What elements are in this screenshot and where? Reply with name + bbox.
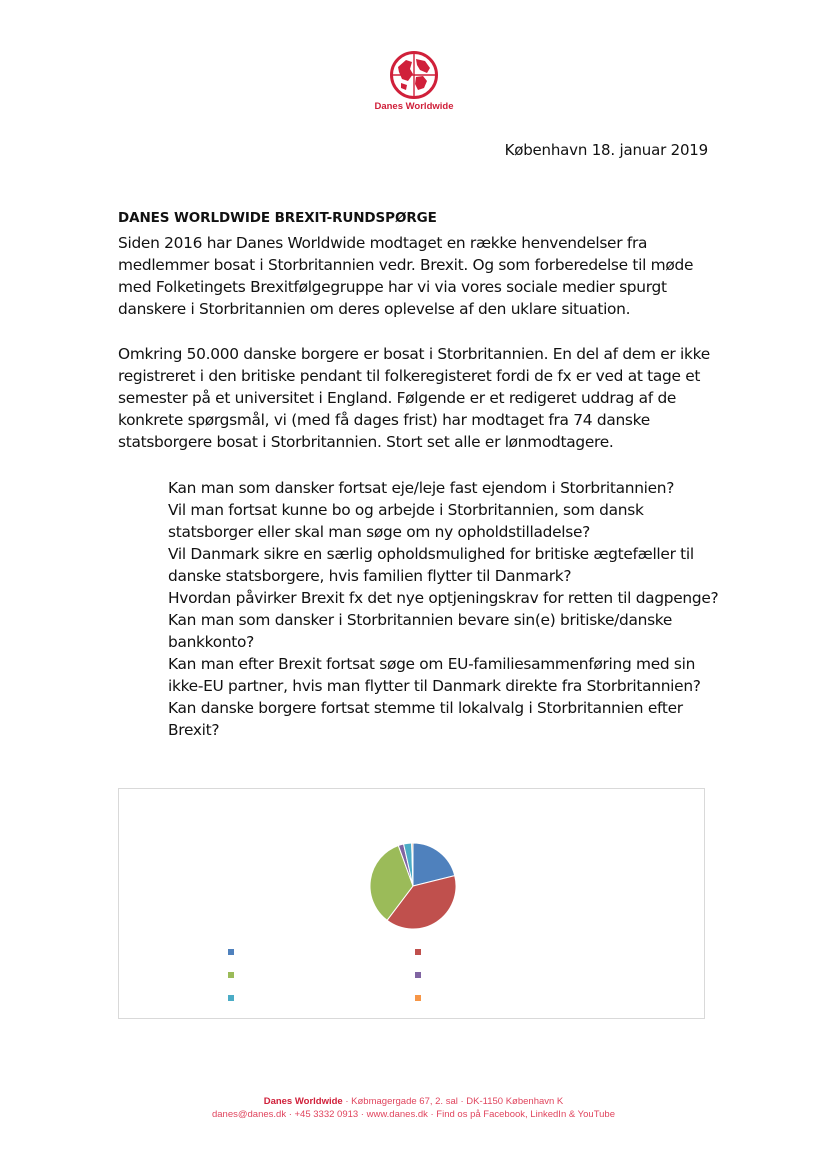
question-item: Kan man som dansker fortsat eje/leje fast ejendom i Storbritannien? [168, 479, 675, 497]
legend-marker [415, 972, 421, 978]
footer-brand: Danes Worldwide [263, 1096, 343, 1107]
globe-logo-icon [389, 50, 439, 100]
legend-marker [415, 995, 421, 1001]
legend-marker [228, 972, 234, 978]
question-item: Kan man efter Brexit fortsat søge om EU-familiesammenføring med sin ikke-EU partner, hvis man flytter til Danmark direkte fra Storbritannien? [168, 655, 701, 695]
pie-chart-canvas [119, 789, 706, 1020]
logo [370, 50, 458, 112]
context-paragraph: Omkring 50.000 danske borgere er bosat i Storbritannien. En del af dem er ikke registreret i den britiske pendant til folkeregisteret fordi de fx er ved at tage et semester på et universitet i England. Følgende er et redigeret uddrag af de konkrete spørgsmål, vi (med få dages frist) har modtaget fra 74 danske statsborgere bosat i Storbritannien. Stort set alle er lønmodtagere. [118, 345, 710, 451]
legend-marker [228, 995, 234, 1001]
document-title: DANES WORLDWIDE BREXIT-RUNDSPØRGE [118, 210, 437, 226]
intro-paragraph: Siden 2016 har Danes Worldwide modtaget en række henvendelser fra medlemmer bosat i Storbritannien vedr. Brexit. Og som forberedelse til møde med Folketingets Brexitfølgegruppe har vi via vores sociale medier spurgt danskere i Storbritannien om deres oplevelse af den uklare situation. [118, 234, 694, 318]
question-item: Vil Danmark sikre en særlig opholdsmulighed for britiske ægtefæller til danske statsborgere, hvis familien flytter til Danmark? [168, 545, 694, 585]
question-list [168, 477, 728, 741]
question-item: Vil man fortsat kunne bo og arbejde i Storbritannien, som dansk statsborger eller skal man søge om ny opholdstilladelse? [168, 501, 644, 541]
footer-address [0, 1096, 827, 1107]
footer-contact: danes@danes.dk · +45 3332 0913 · www.danes.dk · Find os på Facebook, LinkedIn & YouTube [211, 1109, 616, 1120]
legend-marker [228, 949, 234, 955]
question-item: Kan man som dansker i Storbritannien bevare sin(e) britiske/danske bankkonto? [168, 611, 673, 651]
legend-marker [415, 949, 421, 955]
logo-wordmark: Danes Worldwide [374, 101, 454, 112]
pie-chart [118, 788, 705, 1019]
question-item: Kan danske borgere fortsat stemme til lokalvalg i Storbritannien efter Brexit? [168, 699, 683, 739]
footer-address-text: · Købmagergade 67, 2. sal · DK-1150 København K [342, 1096, 564, 1107]
letter-date: København 18. januar 2019 [504, 141, 708, 159]
question-item: Hvordan påvirker Brexit fx det nye optjeningskrav for retten til dagpenge? [168, 589, 719, 607]
